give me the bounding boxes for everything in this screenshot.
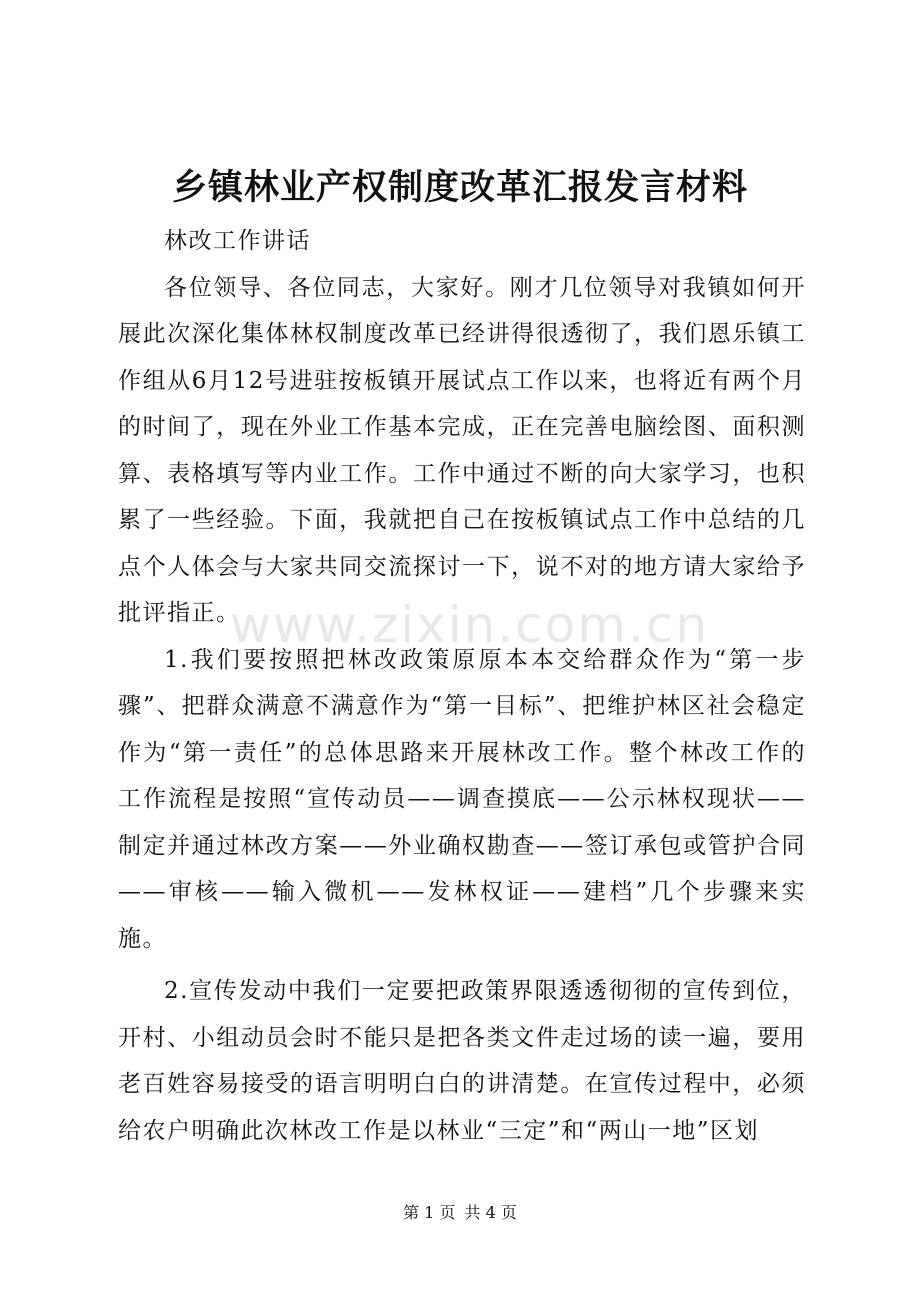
page-number: 第 1 页 <box>403 1203 456 1222</box>
document-title: 乡镇林业产权制度改革汇报发言材料 <box>171 168 748 208</box>
paragraph-point-1: 1.我们要按照把林改政策原原本本交给群众作为“第一步骤”、把群众满意不满意作为“第一目标”、把维护林区社会稳定作为“第一责任”的总体思路来开展林改工作。整个林改工作的工作流程是按照“宣传动员——调查摸底——公示林权现状——制定并通过林改方案——外业确权勘查——签订承包或管护合同——审核——输入微机——发林权证——建档”几个步骤来实施。 <box>118 646 806 952</box>
document-body <box>118 218 806 1154</box>
paragraph-point-2: 2.宣传发动中我们一定要把政策界限透透彻彻的宣传到位，开村、小组动员会时不能只是把各类文件走过场的读一遍，要用老百姓容易接受的语言明明白白的讲清楚。在宣传过程中，必须给农户明确此次林改工作是以林业“三定”和“两山一地”区划 <box>118 978 806 1144</box>
page-footer <box>0 1200 920 1223</box>
page-total: 共 4 页 <box>464 1203 517 1222</box>
document-subtitle: 林改工作讲话 <box>164 228 311 254</box>
watermark: www.zixin.com.cn <box>230 596 710 654</box>
paragraph-intro: 各位领导、各位同志，大家好。刚才几位领导对我镇如何开展此次深化集体林权制度改革已经讲得很透彻了，我们恩乐镇工作组从6月12号进驻按板镇开展试点工作以来，也将近有两个月的时间了，现在外业工作基本完成，正在完善电脑绘图、面积测算、表格填写等内业工作。工作中通过不断的向大家学习，也积累了一些经验。下面，我就把自己在按板镇试点工作中总结的几点个人体会与大家共同交流探讨一下，说不对的地方请大家给予批评指正。 <box>118 274 806 626</box>
